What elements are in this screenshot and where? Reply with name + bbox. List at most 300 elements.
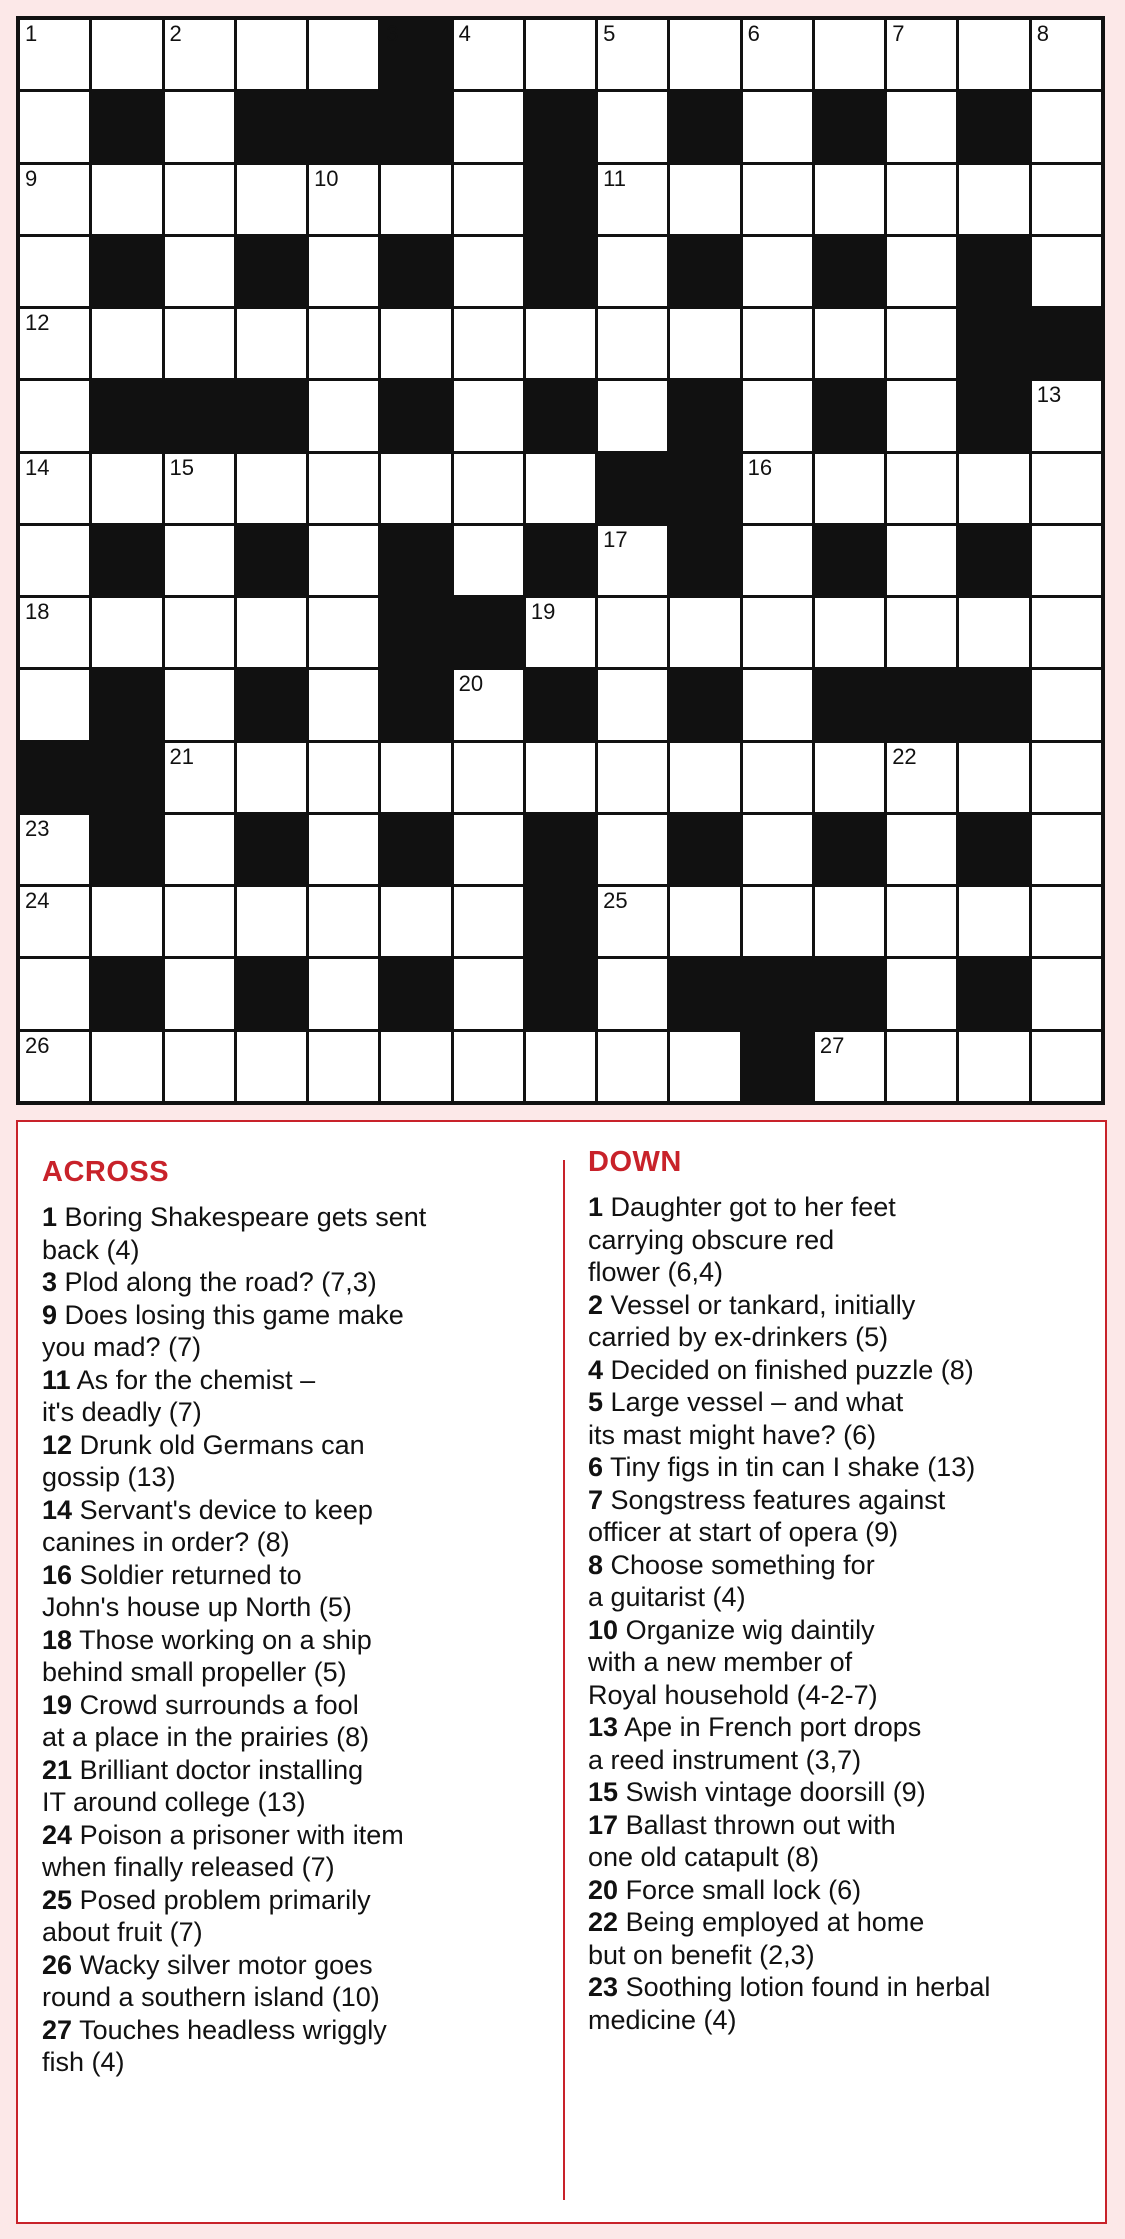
down-clue[interactable] [588,1711,1103,1776]
across-clue[interactable] [42,1624,562,1689]
black-square [815,92,884,161]
grid-cell[interactable] [165,526,234,595]
grid-cell[interactable] [165,598,234,667]
grid-cell[interactable] [165,454,234,523]
clue-text: Soldier returned to John's house up North (5) [42,1559,352,1622]
grid-cell[interactable] [165,309,234,378]
grid-cell[interactable] [20,815,89,884]
grid-cell[interactable] [309,743,378,812]
clue-number: 4 [588,1354,604,1385]
grid-cell[interactable] [381,165,450,234]
clue-number: 1 [25,21,38,46]
black-square [959,959,1028,1028]
grid-cell[interactable] [887,1032,956,1101]
clue-number: 19 [530,599,556,625]
clue-number: 25 [603,888,628,914]
grid-cell[interactable] [743,454,812,523]
grid-cell[interactable] [20,526,89,595]
across-clue[interactable] [42,1884,562,1949]
clue-number: 6 [747,21,760,46]
grid-cell[interactable] [237,454,306,523]
grid-cell[interactable] [959,20,1028,89]
clue-number: 13 [1036,382,1062,408]
grid-cell[interactable] [20,454,89,523]
black-square [237,381,306,450]
black-square [526,381,595,450]
grid-cell[interactable] [454,381,523,450]
clues-panel [16,1120,1107,2224]
black-square [670,237,739,306]
grid-cell[interactable] [887,237,956,306]
grid-cell[interactable] [815,454,884,523]
black-square [743,959,812,1028]
grid-cell[interactable] [1032,20,1101,89]
grid-cell[interactable] [598,381,667,450]
grid-cell[interactable] [815,309,884,378]
down-clue[interactable] [588,1776,1103,1809]
grid-cell[interactable] [887,92,956,161]
grid-cells [20,20,1101,1101]
black-square [526,237,595,306]
grid-cell[interactable] [526,743,595,812]
grid-cell[interactable] [454,815,523,884]
black-square [670,670,739,739]
grid-cell[interactable] [598,670,667,739]
grid-cell[interactable] [454,92,523,161]
clue-text: Being employed at home but on benefit (2,3) [588,1907,925,1970]
clue-number: 23 [25,815,50,841]
grid-cell[interactable] [815,598,884,667]
grid-cell[interactable] [743,237,812,306]
clue-number: 27 [42,2014,73,2045]
grid-cell[interactable] [454,165,523,234]
down-column [588,1146,1103,2036]
grid-cell[interactable] [309,237,378,306]
black-square [815,959,884,1028]
black-square [92,381,161,450]
black-square [381,237,450,306]
across-clue[interactable] [42,1494,562,1559]
grid-cell[interactable] [526,309,595,378]
black-square [381,670,450,739]
grid-cell[interactable] [20,1032,89,1101]
grid-cell[interactable] [959,887,1028,956]
grid-cell[interactable] [743,165,812,234]
grid-cell[interactable] [743,815,812,884]
grid-cell[interactable] [959,743,1028,812]
grid-cell[interactable] [454,959,523,1028]
clue-number: 7 [588,1484,604,1515]
black-square [526,670,595,739]
clue-number: 8 [1036,21,1049,46]
grid-cell[interactable] [20,20,89,89]
grid-cell[interactable] [598,959,667,1028]
grid-cell[interactable] [309,815,378,884]
clue-number: 5 [588,1387,604,1417]
grid-cell[interactable] [815,20,884,89]
clue-number: 1 [588,1192,604,1222]
black-square [526,165,595,234]
clue-number: 16 [42,1559,73,1590]
grid-cell[interactable] [598,815,667,884]
grid-cell[interactable] [165,887,234,956]
black-square [92,526,161,595]
black-square [92,237,161,306]
grid-cell[interactable] [1032,815,1101,884]
grid-cell[interactable] [743,598,812,667]
black-square [526,526,595,595]
clue-text: Swish vintage doorsill (9) [625,1777,926,1807]
grid-cell[interactable] [309,526,378,595]
down-clue[interactable] [588,1906,1103,1971]
clue-text: Crowd surrounds a fool at a place in the prairies (8) [42,1689,370,1752]
black-square [815,381,884,450]
clue-number: 20 [588,1874,619,1905]
clue-text: Wacky silver motor goes round a southern island (10) [42,1949,380,2012]
clue-number: 12 [42,1429,73,1460]
grid-cell[interactable] [887,598,956,667]
grid-cell[interactable] [670,598,739,667]
black-square [381,959,450,1028]
black-square [92,743,161,812]
grid-cell[interactable] [165,20,234,89]
black-square [670,815,739,884]
grid-cell[interactable] [92,454,161,523]
grid-cell[interactable] [887,165,956,234]
clue-number: 16 [747,454,773,480]
clue-number: 26 [25,1032,50,1058]
across-clue[interactable] [42,1754,562,1819]
grid-cell[interactable] [237,20,306,89]
grid-cell[interactable] [1032,1032,1101,1101]
clue-text: Drunk old Germans can gossip (13) [42,1429,365,1492]
grid-cell[interactable] [598,92,667,161]
clue-number: 25 [42,1884,73,1915]
clue-number: 2 [588,1289,604,1320]
across-clue[interactable] [42,1364,562,1429]
grid-cell[interactable] [1032,526,1101,595]
grid-cell[interactable] [309,598,378,667]
grid-cell[interactable] [237,743,306,812]
grid-cell[interactable] [20,381,89,450]
grid-cell[interactable] [598,309,667,378]
grid-cell[interactable] [743,381,812,450]
grid-cell[interactable] [959,1032,1028,1101]
clue-number: 27 [819,1032,845,1058]
clue-number: 17 [588,1809,619,1840]
across-clue[interactable] [42,1429,562,1494]
down-clue[interactable] [588,1451,1103,1484]
grid-cell[interactable] [309,959,378,1028]
grid-cell[interactable] [598,237,667,306]
grid-cell[interactable] [670,887,739,956]
grid-cell[interactable] [309,165,378,234]
clue-text: Those working on a ship behind small propeller (5) [42,1624,372,1687]
grid-cell[interactable] [887,20,956,89]
grid-cell[interactable] [165,670,234,739]
grid-cell[interactable] [309,454,378,523]
grid-cell[interactable] [1032,670,1101,739]
clue-text: Daughter got to her feet carrying obscure red flower (6,4) [588,1192,896,1287]
across-clue[interactable] [42,1201,562,1266]
grid-cell[interactable] [165,92,234,161]
grid-cell[interactable] [1032,743,1101,812]
grid-cell[interactable] [670,1032,739,1101]
grid-cell[interactable] [454,309,523,378]
grid-cell[interactable] [237,165,306,234]
clue-number: 26 [42,1949,73,1980]
grid-cell[interactable] [237,887,306,956]
grid-cell[interactable] [743,526,812,595]
grid-cell[interactable] [670,20,739,89]
grid-cell[interactable] [887,526,956,595]
black-square [526,887,595,956]
clue-number: 1 [42,1202,58,1232]
across-clue[interactable] [42,1689,562,1754]
clue-number: 12 [25,310,50,336]
black-square [92,92,161,161]
clue-number: 14 [42,1494,73,1525]
black-square [20,743,89,812]
down-clue[interactable] [588,1386,1103,1451]
grid-cell[interactable] [959,598,1028,667]
black-square [381,381,450,450]
grid-cell[interactable] [743,743,812,812]
grid-cell[interactable] [309,1032,378,1101]
grid-cell[interactable] [526,454,595,523]
clue-number: 10 [314,165,339,191]
grid-cell[interactable] [92,20,161,89]
down-clue[interactable] [588,1971,1103,2036]
grid-cell[interactable] [598,743,667,812]
down-clue[interactable] [588,1484,1103,1549]
grid-cell[interactable] [1032,959,1101,1028]
grid-cell[interactable] [237,1032,306,1101]
clue-number: 19 [42,1689,73,1720]
grid-cell[interactable] [309,381,378,450]
clue-text: Brilliant doctor installing IT around college (13) [42,1754,364,1817]
black-square [165,381,234,450]
grid-cell[interactable] [598,526,667,595]
clue-text: Organize wig daintily with a new member of Royal household (4-2-7) [588,1614,878,1710]
grid-cell[interactable] [815,743,884,812]
grid-cell[interactable] [309,670,378,739]
across-heading: ACROSS [42,1156,170,1188]
grid-cell[interactable] [526,20,595,89]
clue-number: 9 [42,1299,58,1330]
clue-number: 11 [42,1364,71,1395]
clue-text: Poison a prisoner with item when finally released (7) [42,1819,404,1882]
clue-number: 17 [603,526,628,552]
grid-cell[interactable] [743,887,812,956]
grid-cell[interactable] [598,887,667,956]
grid-cell[interactable] [1032,237,1101,306]
grid-cell[interactable] [92,887,161,956]
black-square [237,237,306,306]
grid-cell[interactable] [887,743,956,812]
grid-cell[interactable] [309,309,378,378]
grid-cell[interactable] [20,237,89,306]
down-clue[interactable] [588,1289,1103,1354]
grid-cell[interactable] [20,598,89,667]
black-square [815,526,884,595]
grid-cell[interactable] [887,454,956,523]
clue-text: Posed problem primarily about fruit (7) [42,1884,371,1947]
clue-text: Plod along the road? (7,3) [64,1267,377,1297]
clue-text: Does losing this game make you mad? (7) [42,1299,404,1362]
grid-cell[interactable] [381,1032,450,1101]
grid-cell[interactable] [20,309,89,378]
across-clue[interactable] [42,1819,562,1884]
grid-cell[interactable] [20,670,89,739]
grid-cell[interactable] [454,743,523,812]
grid-cell[interactable] [887,959,956,1028]
grid-cell[interactable] [1032,598,1101,667]
grid-cell[interactable] [165,959,234,1028]
clue-text: Tiny figs in tin can I shake (13) [610,1452,976,1482]
grid-cell[interactable] [887,381,956,450]
clue-number: 14 [25,454,50,480]
across-clue[interactable] [42,1949,562,2014]
grid-cell[interactable] [598,165,667,234]
grid-cell[interactable] [454,454,523,523]
grid-cell[interactable] [165,743,234,812]
black-square [381,20,450,89]
grid-cell[interactable] [959,165,1028,234]
clue-number: 15 [169,454,195,480]
clue-text: Choose something for a guitarist (4) [588,1549,875,1612]
grid-cell[interactable] [1032,887,1101,956]
black-square [237,92,306,161]
clue-text: As for the chemist – it's deadly (7) [42,1364,316,1427]
column-divider [563,1160,565,2200]
black-square [237,959,306,1028]
down-clue[interactable] [588,1191,1103,1289]
grid-cell[interactable] [454,237,523,306]
clue-number: 2 [169,21,182,46]
grid-cell[interactable] [670,743,739,812]
grid-cell[interactable] [1032,381,1101,450]
down-clue[interactable] [588,1614,1103,1712]
black-square [743,1032,812,1101]
grid-cell[interactable] [1032,165,1101,234]
grid-cell[interactable] [815,165,884,234]
grid-cell[interactable] [92,1032,161,1101]
grid-cell[interactable] [454,887,523,956]
grid-cell[interactable] [20,165,89,234]
grid-cell[interactable] [309,887,378,956]
black-square [959,381,1028,450]
clue-number: 3 [42,1267,58,1297]
clue-text: Touches headless wriggly fish (4) [42,2014,387,2077]
black-square [92,815,161,884]
grid-cell[interactable] [381,454,450,523]
down-clue[interactable] [588,1549,1103,1614]
black-square [526,815,595,884]
grid-cell[interactable] [815,1032,884,1101]
grid-cell[interactable] [598,598,667,667]
down-clue[interactable] [588,1809,1103,1874]
grid-cell[interactable] [165,815,234,884]
crossword-grid [16,16,1105,1105]
black-square [959,309,1028,378]
across-clue[interactable] [42,1266,562,1299]
down-clue[interactable] [588,1874,1103,1907]
grid-cell[interactable] [237,309,306,378]
across-clue[interactable] [42,2014,562,2079]
grid-cell[interactable] [165,165,234,234]
grid-cell[interactable] [1032,92,1101,161]
grid-cell[interactable] [309,20,378,89]
across-clue[interactable] [42,1299,562,1364]
grid-cell[interactable] [1032,454,1101,523]
grid-cell[interactable] [743,20,812,89]
grid-cell[interactable] [20,92,89,161]
grid-cell[interactable] [237,598,306,667]
grid-cell[interactable] [20,887,89,956]
grid-cell[interactable] [887,887,956,956]
grid-cell[interactable] [887,815,956,884]
grid-cell[interactable] [165,237,234,306]
clue-number: 24 [42,1819,73,1850]
clue-number: 10 [588,1614,619,1645]
grid-cell[interactable] [381,743,450,812]
grid-cell[interactable] [381,887,450,956]
grid-cell[interactable] [454,526,523,595]
grid-cell[interactable] [92,309,161,378]
grid-cell[interactable] [526,598,595,667]
grid-cell[interactable] [454,20,523,89]
grid-cell[interactable] [454,1032,523,1101]
clue-number: 24 [25,888,50,914]
grid-cell[interactable] [526,1032,595,1101]
grid-cell[interactable] [598,20,667,89]
grid-cell[interactable] [743,670,812,739]
black-square [670,959,739,1028]
clue-number: 3 [386,21,399,46]
across-clue[interactable] [42,1559,562,1624]
clue-text: Soothing lotion found in herbal medicine (4) [588,1972,991,2035]
black-square [1032,309,1101,378]
grid-cell[interactable] [92,598,161,667]
grid-cell[interactable] [92,165,161,234]
clue-number: 9 [25,165,38,191]
black-square [454,598,523,667]
clue-number: 22 [892,743,917,769]
black-square [237,670,306,739]
grid-cell[interactable] [815,887,884,956]
grid-cell[interactable] [165,1032,234,1101]
grid-cell[interactable] [743,92,812,161]
black-square [526,959,595,1028]
grid-cell[interactable] [887,309,956,378]
down-clue[interactable] [588,1354,1103,1387]
grid-cell[interactable] [20,959,89,1028]
grid-cell[interactable] [454,670,523,739]
grid-cell[interactable] [381,309,450,378]
grid-cell[interactable] [743,309,812,378]
grid-cell[interactable] [670,165,739,234]
clue-number: 11 [603,165,626,191]
black-square [237,526,306,595]
grid-cell[interactable] [670,309,739,378]
clue-number: 5 [603,21,616,46]
black-square [598,454,667,523]
grid-cell[interactable] [598,1032,667,1101]
black-square [959,92,1028,161]
grid-cell[interactable] [959,454,1028,523]
across-column [42,1146,562,2079]
